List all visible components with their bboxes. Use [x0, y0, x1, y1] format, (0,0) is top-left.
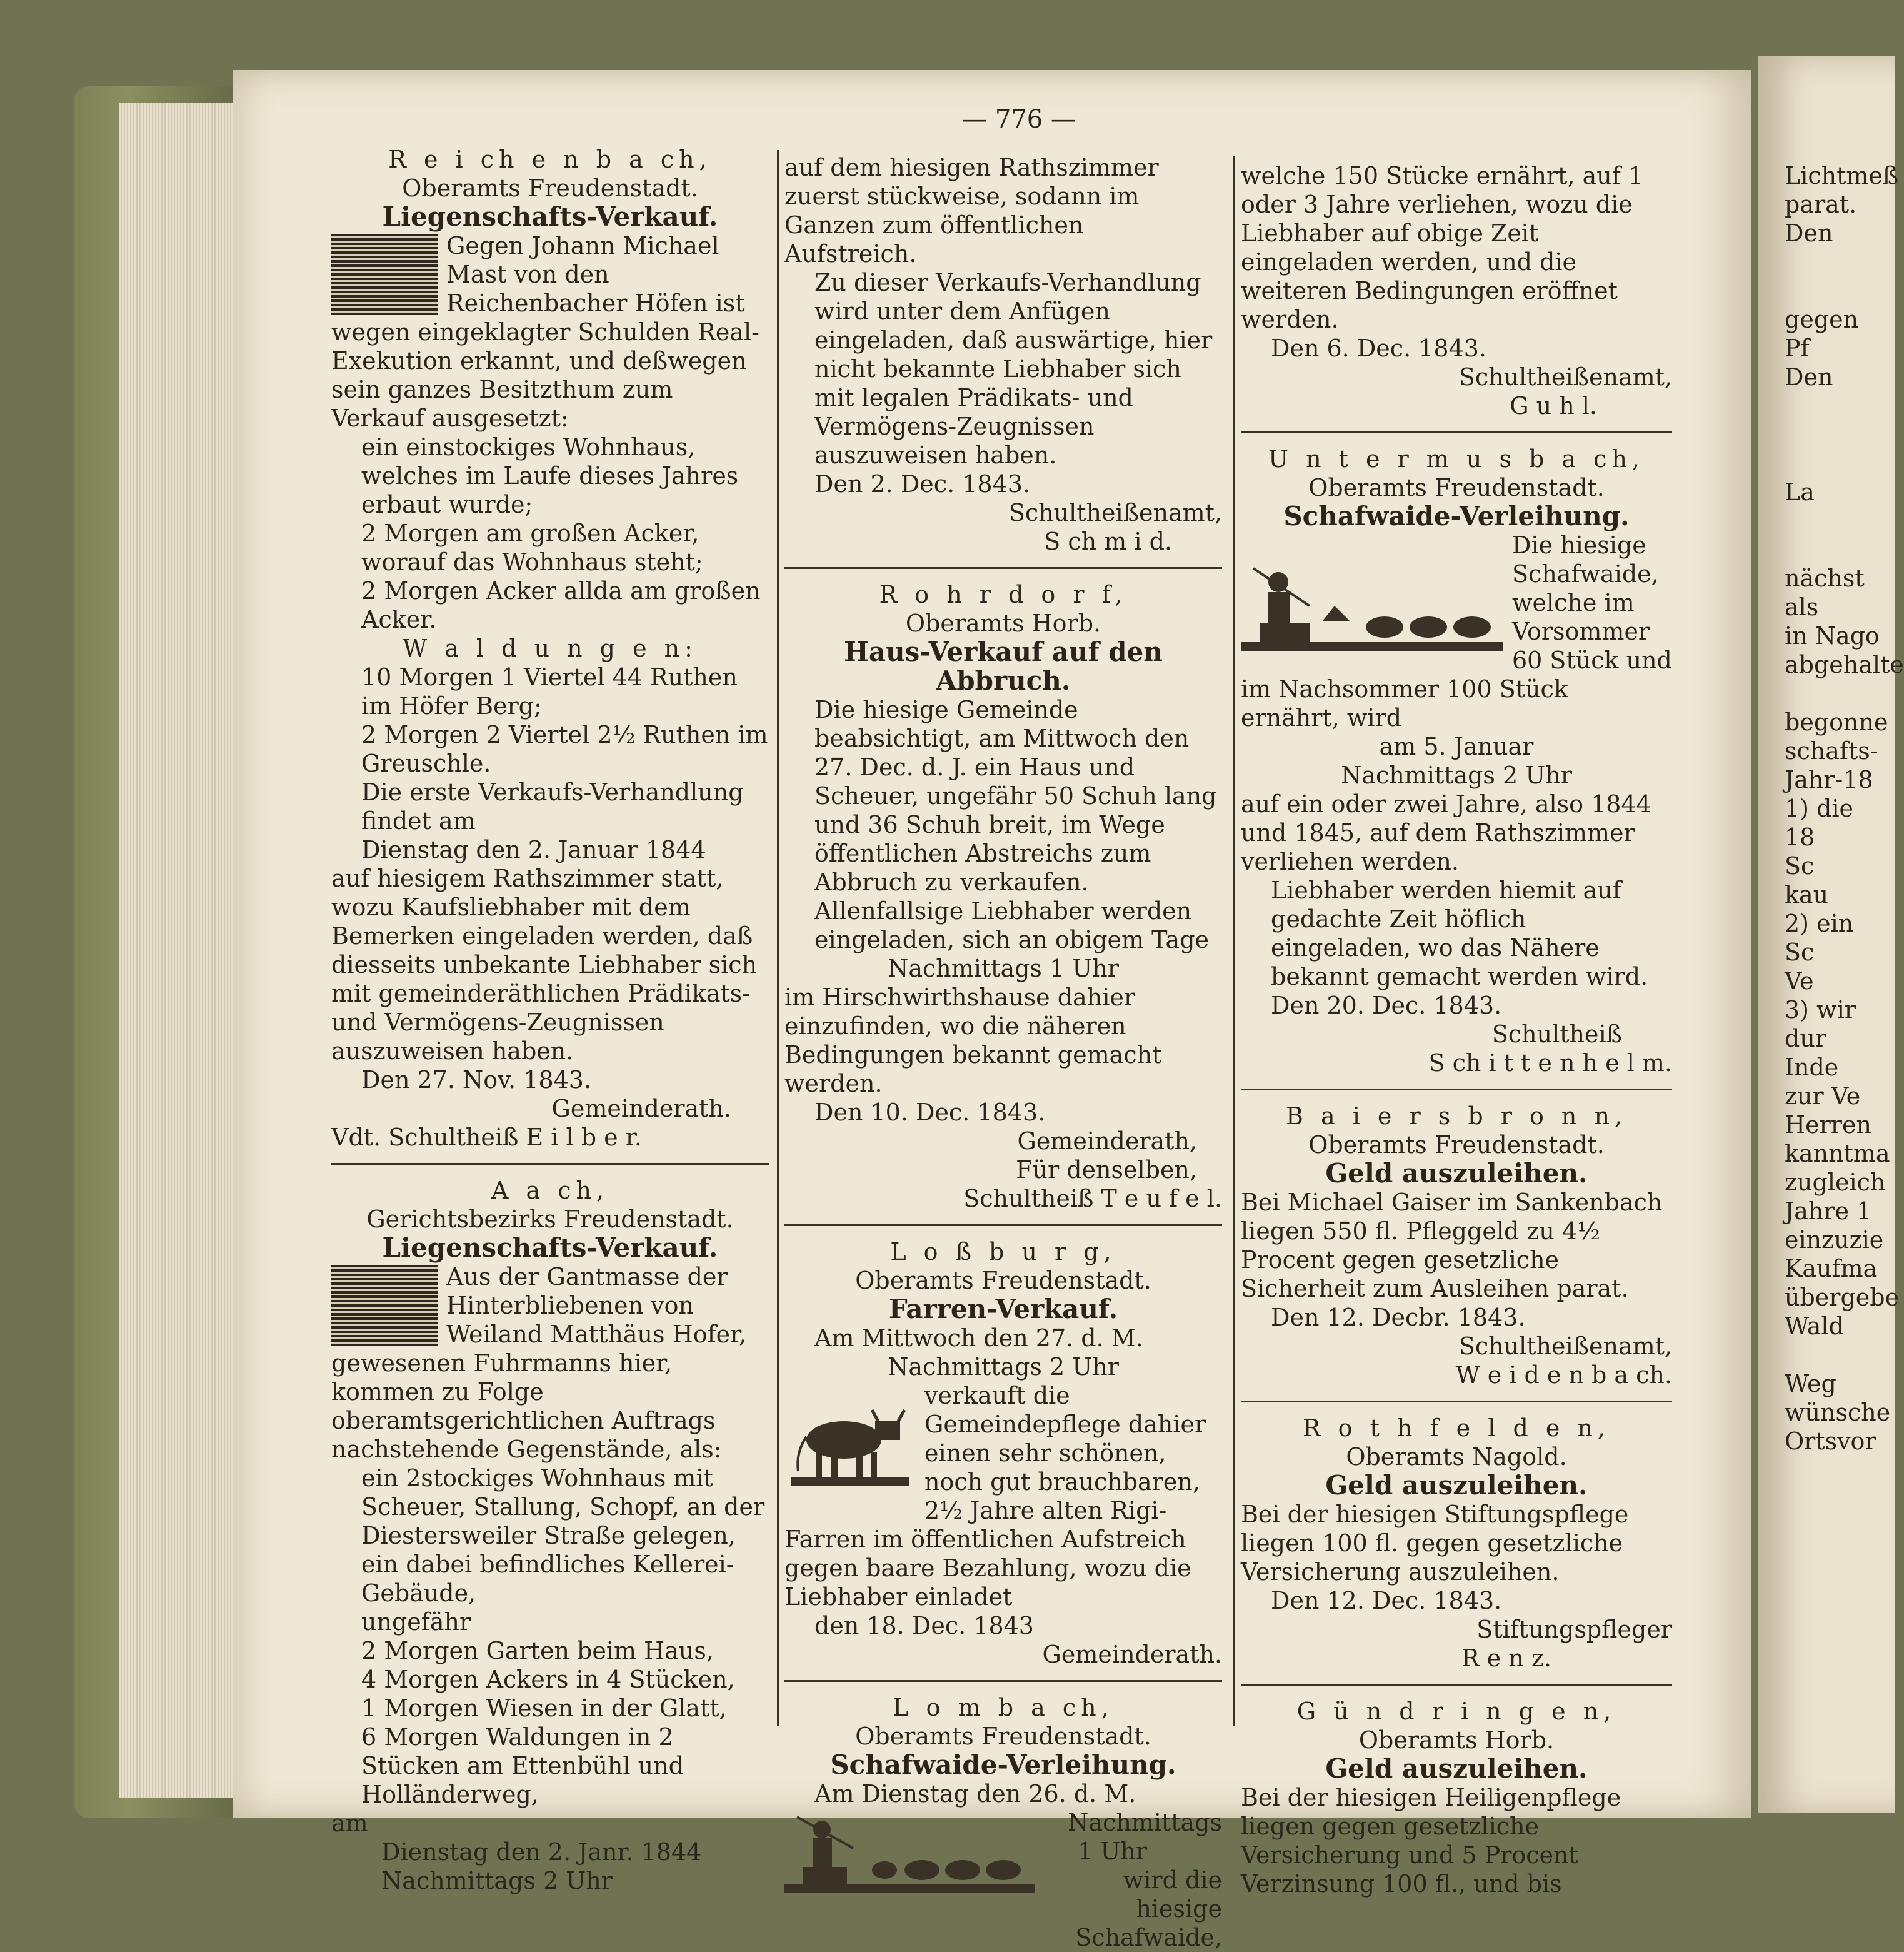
- ad-text: Die erste Verkaufs-Verhandlung findet am: [361, 778, 744, 835]
- divider: [1241, 1089, 1672, 1090]
- ad-dated: Den 6. Dec. 1843.: [1271, 335, 1487, 362]
- ad-date: Dienstag den 2. Januar 1844: [361, 836, 706, 863]
- next-page-line: 18: [1785, 823, 1815, 851]
- next-page-line: Sc: [1785, 852, 1815, 880]
- next-page-line: parat.: [1785, 191, 1857, 218]
- ad-signature: Gemeinderath.: [1042, 1641, 1222, 1668]
- ad-time: Nachmittags 2 Uhr: [1341, 762, 1572, 789]
- ad-time: Nachmittags 2 Uhr: [888, 1353, 1119, 1381]
- ad-signature: Schultheiß: [1491, 1020, 1622, 1048]
- ad-signature: W e i d e n b a ch.: [1455, 1361, 1672, 1389]
- next-page-line: kanntma: [1785, 1140, 1890, 1167]
- ad-headline: Schafwaide-Verleihung.: [830, 1749, 1176, 1780]
- next-page-line: 3) wir: [1785, 996, 1856, 1024]
- ad-place: R o h r d o r f,: [879, 581, 1128, 608]
- ad-item: 4 Morgen Ackers in 4 Stücken,: [361, 1666, 735, 1693]
- ad-place: A a ch,: [491, 1177, 609, 1204]
- ad-district: Oberamts Freudenstadt.: [855, 1267, 1151, 1294]
- next-page-line: Wald: [1785, 1312, 1844, 1340]
- column-3: [1241, 161, 1672, 1898]
- ad-headline: Geld auszuleihen.: [1325, 1158, 1588, 1189]
- ad-signature: Gemeinderath,: [1017, 1127, 1197, 1155]
- divider: [1241, 431, 1672, 433]
- ad-signature: Schultheiß T e u f e l.: [963, 1185, 1222, 1212]
- ad-text: Gegen Johann Michael Mast von den Reichenbacher Höfen ist wegen eingeklagter Schulden Real-Exekution erkannt, und deßwegen sein ganzes Besitzthum zum Verkauf ausgesetzt:: [331, 232, 760, 432]
- next-page-line: dur: [1785, 1025, 1826, 1052]
- next-page-line: wünsche: [1785, 1399, 1891, 1426]
- ad-signature: Schultheißenamt,: [1458, 1332, 1672, 1360]
- next-page-line: Ve: [1785, 967, 1814, 995]
- ad-item: ein einstockiges Wohnhaus, welches im Laufe dieses Jahres erbaut wurde;: [361, 433, 739, 518]
- ad-item: 2 Morgen Acker allda am großen Acker.: [361, 577, 761, 633]
- ad-signature: Für denselben,: [1016, 1156, 1197, 1184]
- ad-time: Nachmittags: [1068, 1809, 1222, 1836]
- ad-district: Oberamts Freudenstadt.: [855, 1723, 1151, 1750]
- ad-headline: Farren-Verkauf.: [888, 1294, 1118, 1324]
- page-number: — 776 —: [962, 105, 1076, 134]
- next-page-line: begonne: [1785, 708, 1888, 736]
- ad-item: 10 Morgen 1 Viertel 44 Ruthen im Höfer Berg;: [361, 663, 738, 720]
- house-woodcut-icon: [331, 234, 438, 315]
- next-page-line: Inde: [1785, 1054, 1839, 1081]
- column-2: [784, 153, 1222, 1952]
- ad-dated: den 18. Dec. 1843: [814, 1612, 1034, 1639]
- ad-place: L o ß b u r g,: [890, 1238, 1116, 1265]
- ad-signature: S ch i t t e n h e l m.: [1428, 1049, 1672, 1077]
- ad-text: am: [331, 1809, 368, 1837]
- ad-item: 2 Morgen 2 Viertel 2½ Ruthen im Greuschle.: [361, 721, 768, 777]
- ad-place: B a i e r s b r o n n,: [1285, 1102, 1628, 1130]
- divider: [1241, 1401, 1672, 1402]
- ox-woodcut-icon: [784, 1384, 916, 1496]
- next-page-line: Den: [1785, 219, 1833, 247]
- page-edges: [119, 103, 250, 1798]
- ad-item: ungefähr: [361, 1608, 471, 1636]
- ad-item: 2 Morgen Garten beim Haus,: [361, 1637, 714, 1664]
- ad-date: Am Mittwoch den 27. d. M.: [814, 1324, 1143, 1352]
- divider: [784, 1224, 1222, 1226]
- next-page-line: zur Ve: [1785, 1082, 1861, 1110]
- ad-text: Bei Michael Gaiser im Sankenbach liegen 550 fl. Pfleggeld zu 4½ Procent gegen gesetzliche Sicherheit zum Ausleihen parat.: [1241, 1189, 1663, 1302]
- column-rule-2: [1233, 156, 1235, 1726]
- next-page-line: schafts-: [1785, 737, 1878, 765]
- column-rule-1: [777, 150, 779, 1726]
- ad-date: am 5. Januar: [1379, 733, 1534, 760]
- next-page-line: [1785, 506, 1885, 535]
- next-page-line: [1785, 679, 1885, 708]
- ad-headline: Liegenschafts-Verkauf.: [382, 201, 718, 232]
- next-page-line: [1785, 276, 1885, 305]
- next-page-line: [1785, 248, 1885, 276]
- next-page-line: Weg: [1785, 1370, 1836, 1397]
- ad-dated: Den 2. Dec. 1843.: [814, 470, 1031, 498]
- next-page-line: La: [1785, 478, 1815, 506]
- ad-text: Bei der hiesigen Stiftungspflege liegen 100 fl. gegen gesetzliche Versicherung auszuleihen.: [1241, 1501, 1629, 1586]
- next-page-line: [1785, 391, 1885, 420]
- ad-text: Zu dieser Verkaufs-Verhandlung wird unter dem Anfügen eingeladen, daß auswärtige, hier nicht bekannte Liebhaber sich mit legalen Prädikats- und Vermögens-Zeugnissen auszuweisen haben.: [814, 269, 1213, 469]
- next-page-line: einzuzie: [1785, 1226, 1884, 1254]
- house-woodcut-icon: [331, 1265, 438, 1346]
- next-page-line: abgehalte: [1785, 651, 1904, 678]
- ad-signature: Stiftungspfleger: [1476, 1616, 1672, 1643]
- next-page-line: Jahr-18: [1785, 766, 1873, 793]
- ad-district: Oberamts Freudenstadt.: [402, 174, 698, 202]
- next-page-line: Sc: [1785, 938, 1815, 966]
- ad-signature: Gemeinderath.: [551, 1095, 731, 1122]
- next-page-line: [1785, 449, 1885, 478]
- ad-subheading: W a l d u n g e n:: [403, 635, 698, 662]
- ad-item: 6 Morgen Waldungen in 2 Stücken am Ettenbühl und Holländerweg,: [361, 1723, 684, 1808]
- ad-signature: Schultheißenamt,: [1458, 363, 1672, 391]
- next-page-line: zugleich: [1785, 1169, 1886, 1196]
- ad-district: Oberamts Nagold.: [1346, 1443, 1567, 1471]
- next-page-line: in Nago: [1785, 622, 1880, 650]
- next-page-line: übergebe: [1785, 1284, 1900, 1311]
- ad-item: 2 Morgen am großen Acker, worauf das Wohnhaus steht;: [361, 520, 703, 576]
- ad-text: Bei der hiesigen Heiligenpflege liegen gegen gesetzliche Versicherung und 5 Procent Verzinsung 100 fl., und bis: [1241, 1784, 1621, 1898]
- shepherd-woodcut-icon: [1241, 562, 1503, 656]
- next-page-line: Lichtmeß: [1785, 162, 1899, 189]
- ad-dated: Den 12. Dec. 1843.: [1271, 1587, 1502, 1614]
- ad-date: Dienstag den 2. Janr. 1844: [381, 1838, 702, 1866]
- divider: [331, 1163, 769, 1165]
- ad-item: ein 2stockiges Wohnhaus mit Scheuer, Stallung, Schopf, an der Diestersweiler Straße gelegen,: [361, 1464, 765, 1549]
- ad-time: Nachmittags 2 Uhr: [381, 1867, 613, 1894]
- next-page-line: kau: [1785, 881, 1829, 908]
- column-4-next-page: [1785, 161, 1904, 1456]
- ad-item: 1 Morgen Wiesen in der Glatt,: [361, 1694, 727, 1722]
- ad-district: Oberamts Horb.: [905, 610, 1101, 637]
- next-page-line: als: [1785, 593, 1819, 621]
- ad-text: Allenfallsige Liebhaber werden eingeladen, sich an obigem Tage: [814, 897, 1210, 953]
- next-page-line: [1785, 420, 1885, 449]
- ad-text: auf ein oder zwei Jahre, also 1844 und 1845, auf dem Rathszimmer verliehen werden.: [1241, 790, 1651, 875]
- ad-dated: Den 27. Nov. 1843.: [361, 1066, 592, 1094]
- next-page-line: Herren: [1785, 1111, 1871, 1139]
- ad-headline: Schafwaide-Verleihung.: [1283, 501, 1630, 531]
- ad-date: Am Dienstag den 26. d. M.: [814, 1780, 1136, 1808]
- next-page-line: 2) ein: [1785, 910, 1854, 937]
- ad-item: ein dabei befindliches Kellerei-Gebäude,: [361, 1551, 734, 1607]
- ad-district: Gerichtsbezirks Freudenstadt.: [366, 1205, 734, 1233]
- next-page-line: gegen Pf: [1785, 306, 1859, 362]
- next-page-line: [1785, 1341, 1885, 1369]
- shepherd-woodcut-icon: [784, 1811, 1035, 1898]
- ad-place: R o t h f e l d e n,: [1302, 1414, 1611, 1442]
- next-page-line: Den: [1785, 363, 1833, 391]
- next-page-line: Jahre 1: [1785, 1197, 1872, 1225]
- ad-time: 1 Uhr: [1078, 1838, 1147, 1865]
- ad-dated: Den 12. Decbr. 1843.: [1271, 1304, 1526, 1331]
- divider: [784, 567, 1222, 569]
- ad-text: auf dem hiesigen Rathszimmer zuerst stückweise, sodann im Ganzen zum öffentlichen Aufstreich.: [784, 154, 1159, 268]
- column-1: [331, 145, 769, 1895]
- ad-text: verkauft die Gemeindepflege dahier einen sehr schönen, noch gut brauchbaren, 2½ Jahre alten Rigi-Farren im öffentlichen Aufstreich gegen baare Bezahlung, wozu die Liebhaber einladet: [784, 1382, 1206, 1611]
- ad-district: Oberamts Horb.: [1358, 1726, 1555, 1754]
- ad-headline: Liegenschafts-Verkauf.: [382, 1232, 718, 1263]
- next-page-line: 1) die: [1785, 795, 1854, 822]
- ad-place: L o m b a ch,: [893, 1694, 1114, 1721]
- ad-signature: R e n z.: [1461, 1644, 1551, 1672]
- ad-place: U n t e r m u s b a ch,: [1268, 445, 1645, 473]
- ad-text: Die hiesige Gemeinde beabsichtigt, am Mittwoch den 27. Dec. d. J. ein Haus und Scheuer, ungefähr 50 Schuh lang und 36 Schuh breit, im Wege öffentlichen Abstreichs zum Abbruch zu verkaufen.: [814, 696, 1217, 896]
- ad-time: Nachmittags 1 Uhr: [888, 955, 1119, 982]
- ad-dated: Den 20. Dec. 1843.: [1271, 992, 1502, 1019]
- ad-text: im Hirschwirthshause dahier einzufinden, wo die näheren Bedingungen bekannt gemacht werden.: [784, 984, 1162, 1097]
- ad-text: Aus der Gantmasse der Hinterbliebenen von Weiland Matthäus Hofer, gewesenen Fuhrmanns hier, kommen zu Folge oberamtsgerichtlichen Auftrags nachstehende Gegenstände, als:: [331, 1263, 747, 1463]
- next-page-line: Kaufma: [1785, 1255, 1878, 1282]
- ad-place: G ü n d r i n g e n,: [1296, 1698, 1616, 1725]
- ad-district: Oberamts Freudenstadt.: [1308, 1131, 1605, 1159]
- ad-signature: S ch m i d.: [1044, 528, 1172, 555]
- ad-place: R e i ch e n b a ch,: [388, 146, 712, 173]
- divider: [784, 1680, 1222, 1682]
- ad-signature: Schultheißenamt,: [1008, 499, 1222, 526]
- ad-dated: Den 10. Dec. 1843.: [814, 1099, 1046, 1126]
- ad-text: Liebhaber werden hiemit auf gedachte Zeit höflich eingeladen, wo das Nähere bekannt gemacht werden wird.: [1271, 877, 1648, 990]
- ad-headline: Haus-Verkauf auf den Abbruch.: [844, 636, 1163, 696]
- ad-text: welche 150 Stücke ernährt, auf 1 oder 3 Jahre verliehen, wozu die Liebhaber auf obige Zeit eingeladen werden, und die weiteren Bedingungen eröffnet werden.: [1241, 162, 1644, 333]
- next-page-line: nächst: [1785, 565, 1865, 592]
- ad-headline: Geld auszuleihen.: [1325, 1470, 1588, 1501]
- ad-signature: G u h l.: [1510, 392, 1597, 420]
- divider: [1241, 1684, 1672, 1686]
- ad-text: wird die hiesige Schafwaide,: [1075, 1866, 1222, 1951]
- next-page-line: [1785, 535, 1885, 564]
- ad-text: auf hiesigem Rathszimmer statt, wozu Kaufsliebhaber mit dem Bemerken eingeladen werden, daß diesseits unbekante Liebhaber sich mit gemeinderäthlichen Prädikats- und Vermögens-Zeugnissen auszuweisen haben.: [331, 865, 758, 1065]
- ad-district: Oberamts Freudenstadt.: [1308, 474, 1605, 501]
- ad-headline: Geld auszuleihen.: [1325, 1753, 1588, 1784]
- ad-signature: Vdt. Schultheiß E i l b e r.: [331, 1124, 642, 1151]
- next-page-line: Ortsvor: [1785, 1427, 1876, 1455]
- ad-text: Die hiesige Schafwaide, welche im Vorsommer 60 Stück und im Nachsommer 100 Stück ernährt, wird: [1241, 531, 1672, 732]
